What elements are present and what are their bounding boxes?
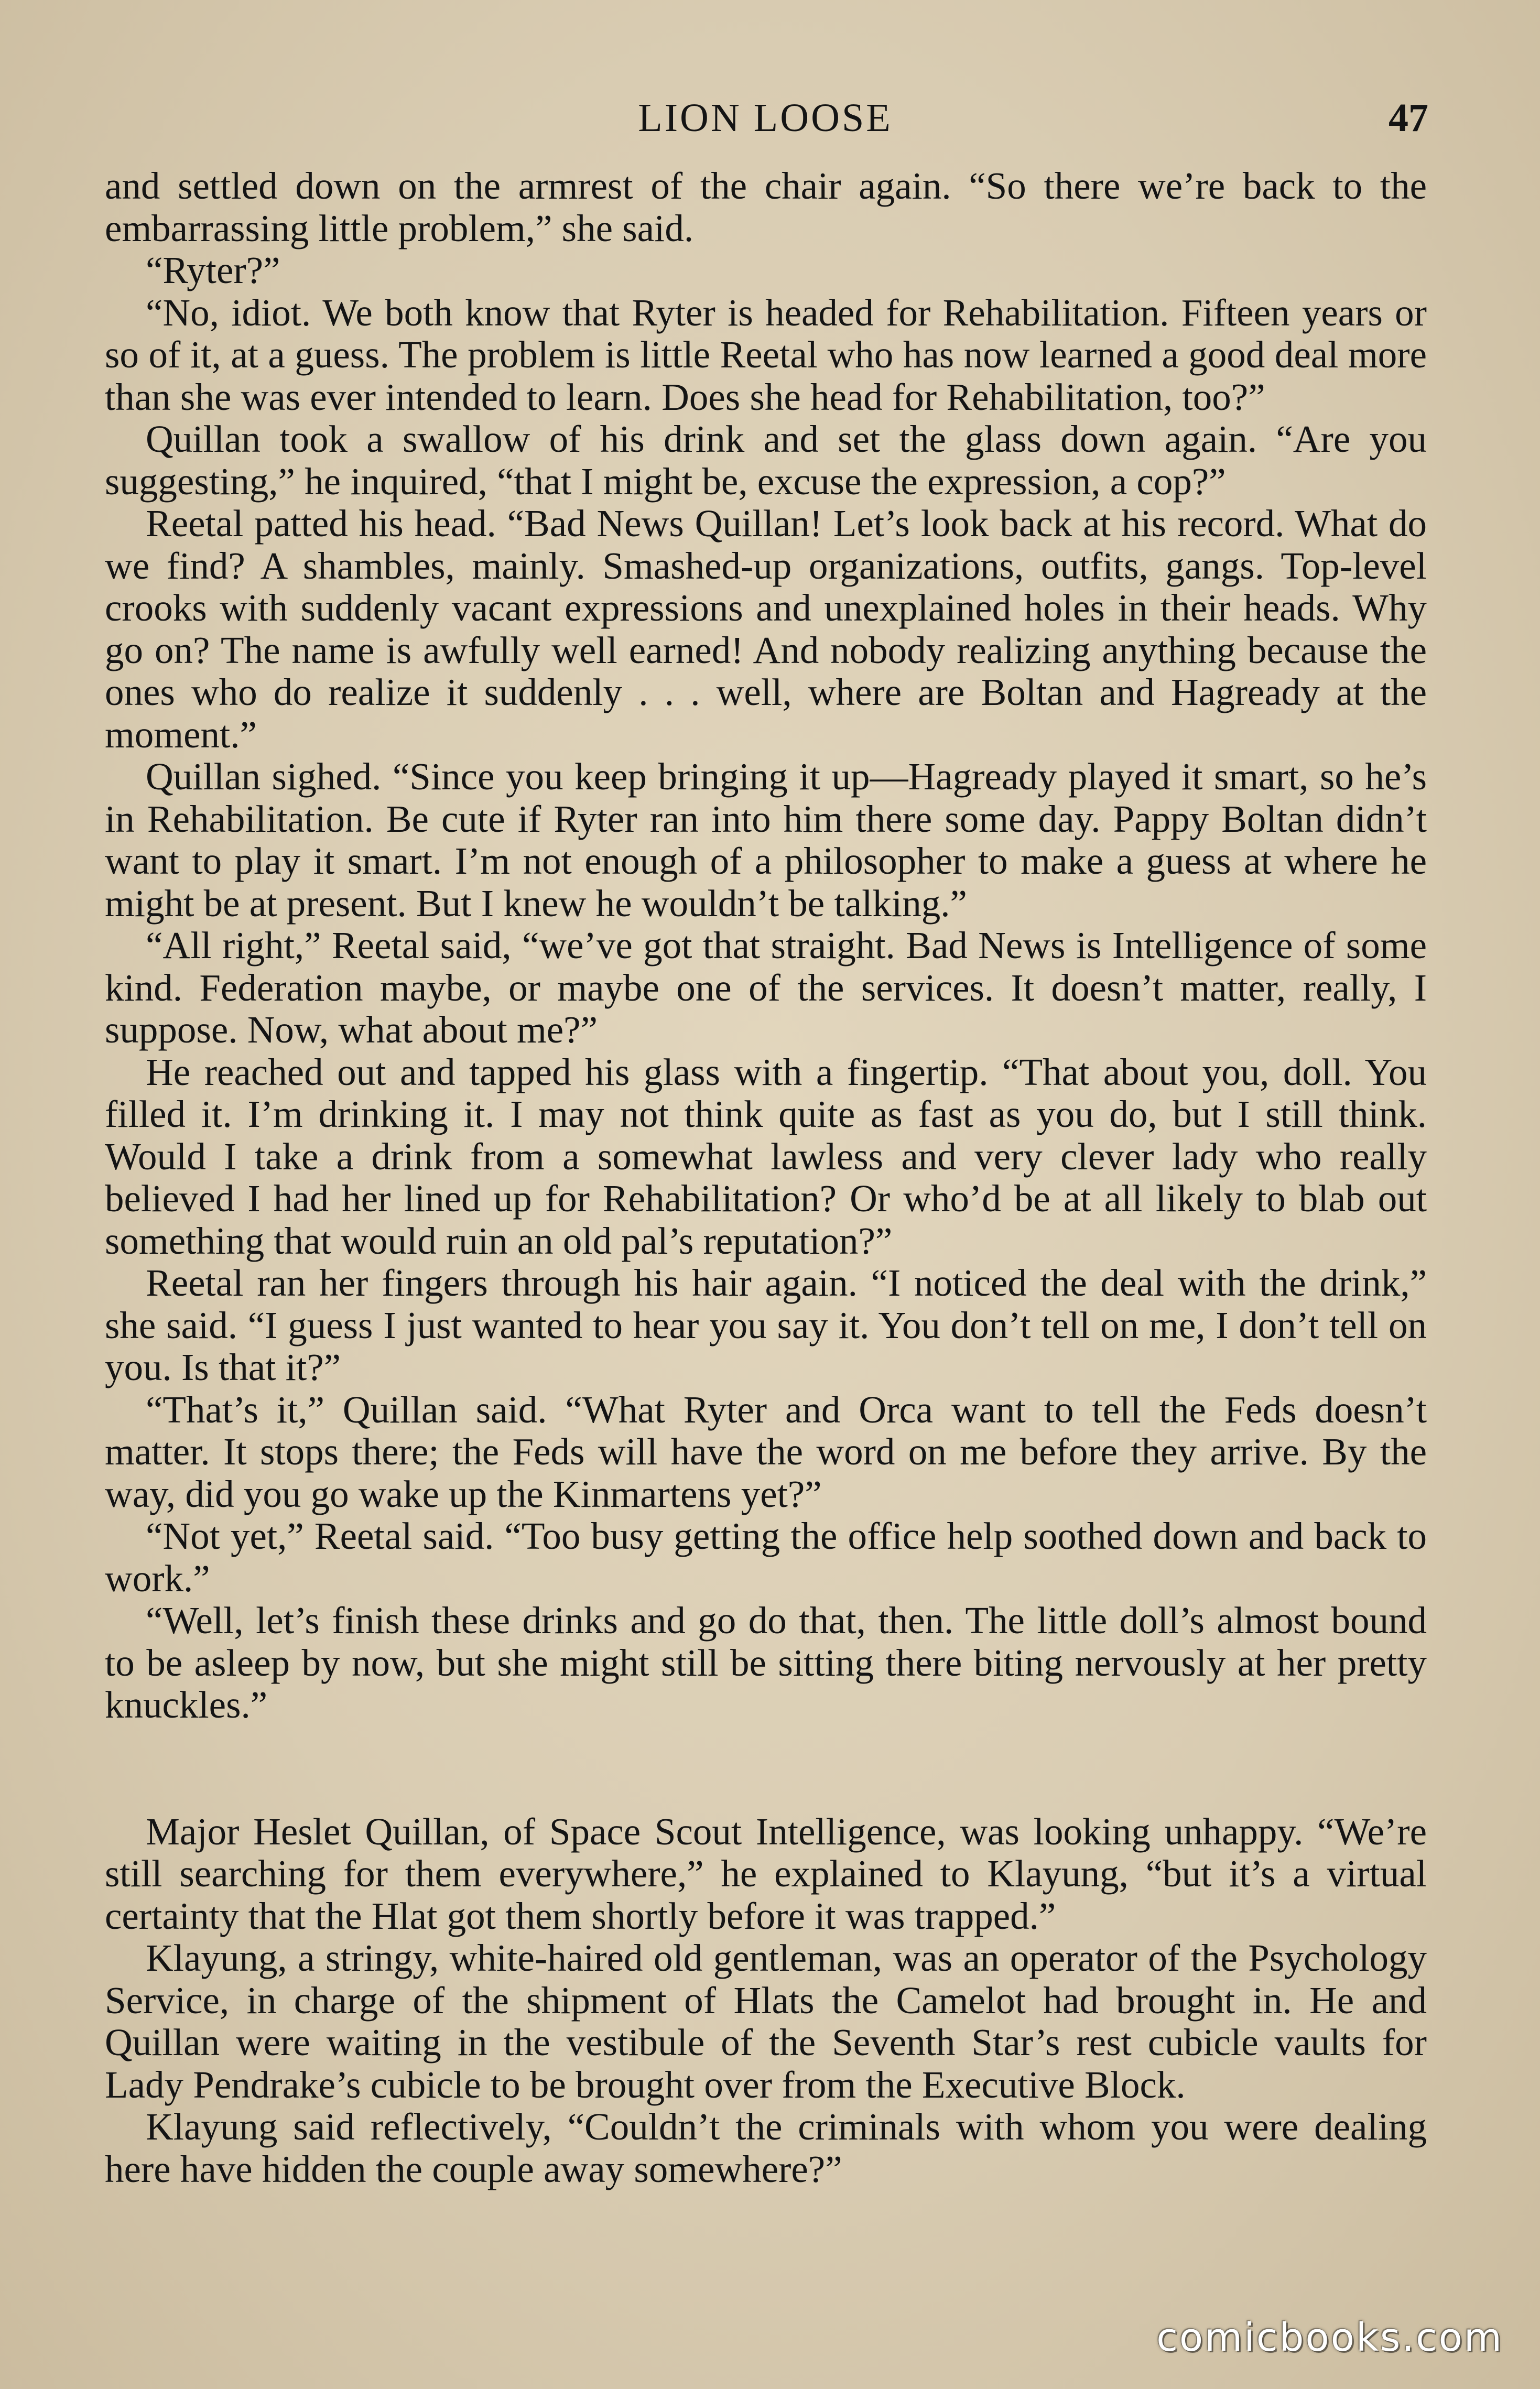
paragraph: “That’s it,” Quillan said. “What Ryter and Orca want to tell the Feds doesn’t matter. It stops there; the Feds will have the word on me before they arrive. By the way, did you go wake up the Kinmartens yet?” — [105, 1388, 1427, 1515]
paragraph: and settled down on the armrest of the chair again. “So there we’re back to the embarrassing little problem,” she said. — [105, 165, 1427, 249]
text-section-1 — [105, 165, 1427, 1726]
page-number: 47 — [1389, 96, 1428, 140]
paragraph: “Ryter?” — [146, 249, 280, 291]
paragraph: Reetal patted his head. “Bad News Quillan! Let’s look back at his record. What do we find? A shambles, mainly. Smashed-up organizations, outfits, gangs. Top-level crooks with suddenly vacant expressions and unexplained holes in their heads. Why go on? The name is awfully well earned! And nobody realizing anything because the ones who do realize it suddenly . . . well, where are Boltan and Hagready at the moment.” — [105, 502, 1427, 756]
paragraph: Klayung said reflectively, “Couldn’t the criminals with whom you were dealing here have hidden the couple away somewhere?” — [105, 2105, 1427, 2190]
text-section-2 — [105, 1811, 1427, 2191]
running-head: LION LOOSE — [638, 96, 893, 140]
paragraph: “Not yet,” Reetal said. “Too busy getting the office help soothed down and back to work.” — [105, 1515, 1427, 1600]
page-header — [102, 89, 1428, 147]
section-break — [105, 1726, 1427, 1811]
body-text — [105, 165, 1427, 2190]
paragraph: Quillan took a swallow of his drink and set the glass down again. “Are you suggesting,” he inquired, “that I might be, excuse the expression, a cop?” — [105, 418, 1427, 503]
paragraph: “No, idiot. We both know that Ryter is headed for Rehabilitation. Fifteen years or so of it, at a guess. The problem is little Reetal who has now learned a good deal more than she was ever intended to learn. Does she head for Rehabilitation, too?” — [105, 291, 1427, 418]
paragraph: “All right,” Reetal said, “we’ve got that straight. Bad News is Intelligence of some kind. Federation maybe, or maybe one of the services. It doesn’t matter, really, I suppose. Now, what about me?” — [105, 924, 1427, 1051]
paragraph: “Well, let’s finish these drinks and go do that, then. The little doll’s almost bound to be asleep by now, but she might still be sitting there biting nervously at her pretty knuckles.” — [105, 1599, 1427, 1726]
paragraph: Klayung, a stringy, white-haired old gentleman, was an operator of the Psychology Service, in charge of the shipment of Hlats the Camelot had brought in. He and Quillan were waiting in the vestibule of the Seventh Star’s rest cubicle vaults for Lady Pendrake’s cubicle to be brought over from the Executive Block. — [105, 1937, 1427, 2106]
paragraph: Quillan sighed. “Since you keep bringing it up—Hagready played it smart, so he’s in Rehabilitation. Be cute if Ryter ran into him there some day. Pappy Boltan didn’t want to play it smart. I’m not enough of a philosopher to make a guess at where he might be at present. But I knew he wouldn’t be talking.” — [105, 755, 1427, 925]
paragraph: Major Heslet Quillan, of Space Scout Intelligence, was looking unhappy. “We’re still searching for them everywhere,” he explained to Klayung, “but it’s a virtual certainty that the Hlat got them shortly before it was trapped.” — [105, 1810, 1427, 1937]
paragraph: He reached out and tapped his glass with a fingertip. “That about you, doll. You filled it. I’m drinking it. I may not think quite as fast as you do, but I still think. Would I take a drink from a somewhat lawless and very clever lady who really believed I had her lined up for Rehabilitation? Or who’d be at all likely to blab out something that would ruin an old pal’s reputation?” — [105, 1050, 1427, 1262]
paragraph: Reetal ran her fingers through his hair again. “I noticed the deal with the drink,” she said. “I guess I just wanted to hear you say it. You don’t tell on me, I don’t tell on you. Is that it?” — [105, 1262, 1427, 1388]
watermark: comicbooks.com — [1156, 2315, 1503, 2360]
